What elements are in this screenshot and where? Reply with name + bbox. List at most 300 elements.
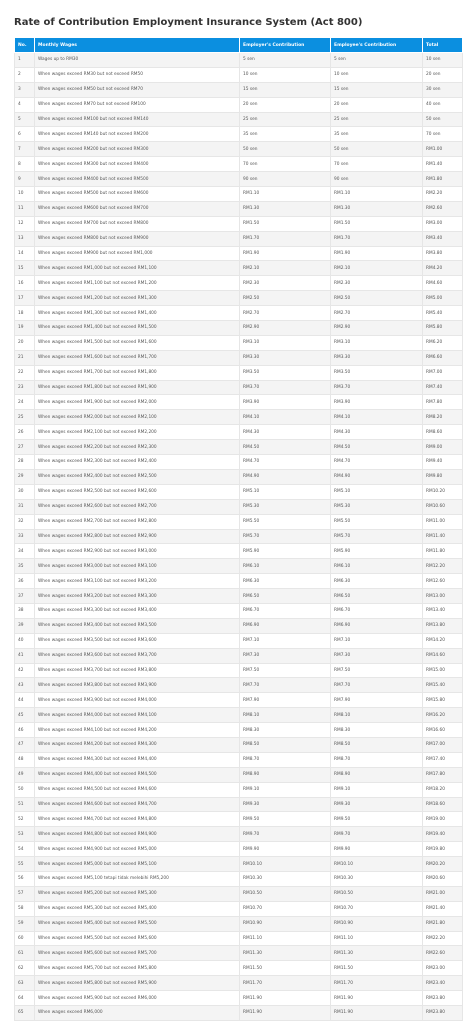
cell-employer-contribution: RM4.70 [240, 455, 331, 470]
cell-no: 7 [15, 142, 35, 157]
cell-employer-contribution: RM1.90 [240, 246, 331, 261]
table-row [15, 767, 463, 782]
cell-monthly-wages: When wages exceed RM2,300 but not exceed RM2,400 [35, 455, 240, 470]
cell-total: RM22.60 [423, 946, 463, 961]
cell-no: 49 [15, 767, 35, 782]
cell-no: 36 [15, 574, 35, 589]
cell-total: RM5.00 [423, 291, 463, 306]
cell-total: RM23.80 [423, 991, 463, 1006]
table-row [15, 693, 463, 708]
cell-employee-contribution: RM3.70 [331, 380, 423, 395]
cell-no: 37 [15, 589, 35, 604]
cell-monthly-wages: When wages exceed RM2,500 but not exceed RM2,600 [35, 484, 240, 499]
cell-employee-contribution: 50 sen [331, 142, 423, 157]
cell-no: 56 [15, 871, 35, 886]
cell-total: RM15.40 [423, 678, 463, 693]
cell-employee-contribution: RM11.50 [331, 961, 423, 976]
cell-monthly-wages: When wages exceed RM5,500 but not exceed RM5,600 [35, 931, 240, 946]
cell-employee-contribution: RM3.90 [331, 395, 423, 410]
cell-employee-contribution: RM10.30 [331, 871, 423, 886]
cell-total: RM3.40 [423, 231, 463, 246]
cell-total: RM20.60 [423, 871, 463, 886]
cell-no: 64 [15, 991, 35, 1006]
cell-total: RM13.40 [423, 603, 463, 618]
cell-monthly-wages: When wages exceed RM3,900 but not exceed RM4,000 [35, 693, 240, 708]
cell-employee-contribution: RM9.30 [331, 797, 423, 812]
cell-no: 3 [15, 82, 35, 97]
cell-employer-contribution: RM4.50 [240, 440, 331, 455]
table-row [15, 827, 463, 842]
cell-employee-contribution: RM1.30 [331, 201, 423, 216]
cell-monthly-wages: When wages exceed RM700 but not exceed RM800 [35, 216, 240, 231]
cell-total: RM23.40 [423, 976, 463, 991]
cell-total: RM7.40 [423, 380, 463, 395]
cell-employee-contribution: RM10.10 [331, 857, 423, 872]
table-row [15, 723, 463, 738]
table-row [15, 603, 463, 618]
cell-total: RM21.00 [423, 886, 463, 901]
cell-no: 9 [15, 172, 35, 187]
cell-employee-contribution: 70 sen [331, 157, 423, 172]
table-row [15, 97, 463, 112]
cell-no: 51 [15, 797, 35, 812]
cell-employer-contribution: RM9.50 [240, 812, 331, 827]
cell-employee-contribution: RM6.70 [331, 603, 423, 618]
cell-employer-contribution: RM3.90 [240, 395, 331, 410]
cell-total: RM1.00 [423, 142, 463, 157]
cell-total: RM10.60 [423, 499, 463, 514]
table-row [15, 648, 463, 663]
cell-employee-contribution: RM5.90 [331, 544, 423, 559]
cell-employer-contribution: RM9.90 [240, 842, 331, 857]
cell-no: 6 [15, 127, 35, 142]
cell-employee-contribution: RM4.10 [331, 410, 423, 425]
cell-monthly-wages: When wages exceed RM3,500 but not exceed RM3,600 [35, 633, 240, 648]
cell-no: 54 [15, 842, 35, 857]
table-row [15, 425, 463, 440]
cell-employer-contribution: RM10.90 [240, 916, 331, 931]
table-row [15, 395, 463, 410]
cell-employee-contribution: RM5.30 [331, 499, 423, 514]
cell-monthly-wages: When wages exceed RM5,000 but not exceed RM5,100 [35, 857, 240, 872]
cell-no: 38 [15, 603, 35, 618]
cell-monthly-wages: When wages exceed RM3,100 but not exceed RM3,200 [35, 574, 240, 589]
table-row [15, 559, 463, 574]
cell-total: RM21.80 [423, 916, 463, 931]
cell-monthly-wages: When wages exceed RM1,200 but not exceed RM1,300 [35, 291, 240, 306]
cell-employee-contribution: RM7.50 [331, 663, 423, 678]
cell-total: RM8.60 [423, 425, 463, 440]
cell-no: 1 [15, 53, 35, 68]
cell-monthly-wages: When wages exceed RM4,900 but not exceed RM5,000 [35, 842, 240, 857]
cell-employer-contribution: RM6.30 [240, 574, 331, 589]
cell-total: RM1.80 [423, 172, 463, 187]
cell-employee-contribution: 90 sen [331, 172, 423, 187]
cell-employee-contribution: RM9.10 [331, 782, 423, 797]
cell-employer-contribution: RM4.10 [240, 410, 331, 425]
cell-employee-contribution: RM11.10 [331, 931, 423, 946]
table-row [15, 246, 463, 261]
cell-no: 12 [15, 216, 35, 231]
table-row [15, 82, 463, 97]
header-total: Total [423, 38, 463, 53]
table-header-row [15, 38, 463, 53]
cell-no: 26 [15, 425, 35, 440]
cell-monthly-wages: When wages exceed RM1,900 but not exceed RM2,000 [35, 395, 240, 410]
cell-no: 39 [15, 618, 35, 633]
table-row [15, 1006, 463, 1021]
cell-monthly-wages: When wages exceed RM5,400 but not exceed RM5,500 [35, 916, 240, 931]
table-row [15, 544, 463, 559]
cell-monthly-wages: When wages exceed RM4,000 but not exceed RM4,100 [35, 708, 240, 723]
cell-employee-contribution: RM10.50 [331, 886, 423, 901]
cell-no: 5 [15, 112, 35, 127]
cell-total: RM19.80 [423, 842, 463, 857]
table-row [15, 306, 463, 321]
table-row [15, 633, 463, 648]
cell-no: 43 [15, 678, 35, 693]
contribution-rate-table [14, 37, 463, 1021]
cell-total: RM2.20 [423, 187, 463, 202]
table-row [15, 380, 463, 395]
cell-employee-contribution: RM8.50 [331, 737, 423, 752]
cell-employee-contribution: RM11.90 [331, 1006, 423, 1021]
cell-total: RM17.40 [423, 752, 463, 767]
cell-employer-contribution: RM11.30 [240, 946, 331, 961]
cell-employer-contribution: RM8.70 [240, 752, 331, 767]
cell-no: 45 [15, 708, 35, 723]
cell-monthly-wages: When wages exceed RM2,000 but not exceed RM2,100 [35, 410, 240, 425]
cell-employee-contribution: 35 sen [331, 127, 423, 142]
cell-employee-contribution: RM3.50 [331, 365, 423, 380]
cell-total: RM15.00 [423, 663, 463, 678]
cell-employer-contribution: RM1.70 [240, 231, 331, 246]
cell-employer-contribution: RM10.30 [240, 871, 331, 886]
cell-employer-contribution: RM8.10 [240, 708, 331, 723]
cell-employer-contribution: 10 sen [240, 67, 331, 82]
cell-employer-contribution: RM6.90 [240, 618, 331, 633]
cell-no: 27 [15, 440, 35, 455]
cell-no: 52 [15, 812, 35, 827]
cell-employee-contribution: RM7.90 [331, 693, 423, 708]
cell-monthly-wages: When wages exceed RM900 but not exceed RM1,000 [35, 246, 240, 261]
cell-monthly-wages: When wages exceed RM200 but not exceed RM300 [35, 142, 240, 157]
cell-employer-contribution: RM11.90 [240, 1006, 331, 1021]
cell-total: RM4.60 [423, 276, 463, 291]
cell-total: RM4.20 [423, 261, 463, 276]
cell-monthly-wages: When wages exceed RM1,400 but not exceed RM1,500 [35, 321, 240, 336]
cell-employer-contribution: RM2.90 [240, 321, 331, 336]
contribution-table-container [14, 37, 462, 1021]
cell-no: 50 [15, 782, 35, 797]
table-row [15, 871, 463, 886]
cell-employee-contribution: RM7.70 [331, 678, 423, 693]
table-row [15, 961, 463, 976]
cell-monthly-wages: When wages exceed RM2,900 but not exceed RM3,000 [35, 544, 240, 559]
cell-no: 53 [15, 827, 35, 842]
cell-employer-contribution: RM8.30 [240, 723, 331, 738]
cell-employer-contribution: RM11.90 [240, 991, 331, 1006]
table-row [15, 127, 463, 142]
cell-monthly-wages: When wages exceed RM1,100 but not exceed RM1,200 [35, 276, 240, 291]
table-row [15, 886, 463, 901]
cell-total: RM16.20 [423, 708, 463, 723]
cell-total: RM19.00 [423, 812, 463, 827]
table-row [15, 812, 463, 827]
cell-no: 58 [15, 901, 35, 916]
table-row [15, 931, 463, 946]
cell-monthly-wages: When wages exceed RM140 but not exceed RM200 [35, 127, 240, 142]
cell-monthly-wages: When wages exceed RM3,000 but not exceed RM3,100 [35, 559, 240, 574]
cell-employer-contribution: RM1.50 [240, 216, 331, 231]
cell-employee-contribution: RM4.90 [331, 469, 423, 484]
cell-monthly-wages: When wages exceed RM3,800 but not exceed RM3,900 [35, 678, 240, 693]
cell-total: 70 sen [423, 127, 463, 142]
cell-monthly-wages: When wages exceed RM2,200 but not exceed RM2,300 [35, 440, 240, 455]
cell-employee-contribution: 25 sen [331, 112, 423, 127]
table-row [15, 142, 463, 157]
table-row [15, 231, 463, 246]
cell-employee-contribution: 15 sen [331, 82, 423, 97]
cell-no: 23 [15, 380, 35, 395]
cell-no: 4 [15, 97, 35, 112]
table-row [15, 499, 463, 514]
table-row [15, 842, 463, 857]
cell-monthly-wages: When wages exceed RM50 but not exceed RM70 [35, 82, 240, 97]
cell-employee-contribution: RM6.90 [331, 618, 423, 633]
cell-no: 24 [15, 395, 35, 410]
cell-employer-contribution: RM6.50 [240, 589, 331, 604]
cell-total: RM6.60 [423, 350, 463, 365]
cell-employer-contribution: RM9.10 [240, 782, 331, 797]
cell-total: RM7.00 [423, 365, 463, 380]
cell-total: RM18.60 [423, 797, 463, 812]
table-row [15, 321, 463, 336]
cell-total: RM20.20 [423, 857, 463, 872]
cell-employer-contribution: RM6.10 [240, 559, 331, 574]
cell-employee-contribution: RM8.70 [331, 752, 423, 767]
cell-total: RM12.20 [423, 559, 463, 574]
cell-no: 16 [15, 276, 35, 291]
cell-total: RM3.80 [423, 246, 463, 261]
cell-no: 42 [15, 663, 35, 678]
cell-monthly-wages: When wages exceed RM5,900 but not exceed RM6,000 [35, 991, 240, 1006]
table-row [15, 67, 463, 82]
cell-employee-contribution: RM8.30 [331, 723, 423, 738]
cell-monthly-wages: When wages exceed RM300 but not exceed RM400 [35, 157, 240, 172]
cell-total: 10 sen [423, 53, 463, 68]
table-row [15, 469, 463, 484]
cell-no: 61 [15, 946, 35, 961]
table-row [15, 172, 463, 187]
cell-total: RM21.40 [423, 901, 463, 916]
cell-employer-contribution: RM3.70 [240, 380, 331, 395]
cell-employee-contribution: RM10.70 [331, 901, 423, 916]
cell-total: RM17.00 [423, 737, 463, 752]
cell-employer-contribution: 25 sen [240, 112, 331, 127]
table-row [15, 187, 463, 202]
cell-employer-contribution: RM11.50 [240, 961, 331, 976]
cell-monthly-wages: When wages exceed RM1,300 but not exceed RM1,400 [35, 306, 240, 321]
cell-total: RM17.80 [423, 767, 463, 782]
cell-employer-contribution: RM5.70 [240, 529, 331, 544]
cell-no: 63 [15, 976, 35, 991]
cell-no: 13 [15, 231, 35, 246]
cell-no: 18 [15, 306, 35, 321]
table-row [15, 350, 463, 365]
cell-employee-contribution: RM2.10 [331, 261, 423, 276]
cell-employee-contribution: RM5.50 [331, 514, 423, 529]
cell-employer-contribution: RM3.10 [240, 335, 331, 350]
table-row [15, 782, 463, 797]
cell-employee-contribution: RM9.90 [331, 842, 423, 857]
cell-monthly-wages: When wages exceed RM4,200 but not exceed RM4,300 [35, 737, 240, 752]
cell-employee-contribution: RM11.70 [331, 976, 423, 991]
cell-employer-contribution: RM11.70 [240, 976, 331, 991]
cell-employee-contribution: RM8.10 [331, 708, 423, 723]
cell-no: 17 [15, 291, 35, 306]
cell-employee-contribution: RM9.70 [331, 827, 423, 842]
cell-employer-contribution: RM5.30 [240, 499, 331, 514]
cell-employer-contribution: RM7.30 [240, 648, 331, 663]
cell-monthly-wages: When wages exceed RM5,700 but not exceed RM5,800 [35, 961, 240, 976]
cell-total: RM2.60 [423, 201, 463, 216]
cell-monthly-wages: When wages exceed RM5,100 tetapi tidak melebihi RM5,200 [35, 871, 240, 886]
cell-monthly-wages: When wages exceed RM1,700 but not exceed RM1,800 [35, 365, 240, 380]
cell-no: 57 [15, 886, 35, 901]
cell-no: 30 [15, 484, 35, 499]
cell-total: RM9.00 [423, 440, 463, 455]
cell-no: 41 [15, 648, 35, 663]
cell-employee-contribution: RM1.50 [331, 216, 423, 231]
table-row [15, 201, 463, 216]
cell-employer-contribution: RM5.90 [240, 544, 331, 559]
cell-employer-contribution: RM10.50 [240, 886, 331, 901]
cell-employer-contribution: 35 sen [240, 127, 331, 142]
header-monthly-wages: Monthly Wages [35, 38, 240, 53]
table-row [15, 901, 463, 916]
cell-monthly-wages: When wages exceed RM5,600 but not exceed RM5,700 [35, 946, 240, 961]
table-row [15, 529, 463, 544]
cell-total: RM14.60 [423, 648, 463, 663]
cell-employer-contribution: RM8.50 [240, 737, 331, 752]
cell-no: 59 [15, 916, 35, 931]
cell-total: RM13.80 [423, 618, 463, 633]
cell-employer-contribution: 15 sen [240, 82, 331, 97]
cell-employee-contribution: RM7.10 [331, 633, 423, 648]
table-row [15, 589, 463, 604]
cell-employee-contribution: RM2.30 [331, 276, 423, 291]
cell-monthly-wages: When wages exceed RM3,400 but not exceed RM3,500 [35, 618, 240, 633]
cell-monthly-wages: When wages exceed RM2,800 but not exceed RM2,900 [35, 529, 240, 544]
cell-employer-contribution: 5 sen [240, 53, 331, 68]
cell-no: 44 [15, 693, 35, 708]
cell-total: RM5.40 [423, 306, 463, 321]
table-row [15, 976, 463, 991]
cell-total: RM5.80 [423, 321, 463, 336]
cell-monthly-wages: When wages exceed RM5,800 but not exceed RM5,900 [35, 976, 240, 991]
cell-no: 55 [15, 857, 35, 872]
cell-employer-contribution: 70 sen [240, 157, 331, 172]
cell-monthly-wages: When wages exceed RM500 but not exceed RM600 [35, 187, 240, 202]
cell-employer-contribution: RM10.10 [240, 857, 331, 872]
table-row [15, 618, 463, 633]
cell-employee-contribution: RM6.50 [331, 589, 423, 604]
cell-total: RM1.40 [423, 157, 463, 172]
cell-no: 46 [15, 723, 35, 738]
cell-no: 35 [15, 559, 35, 574]
table-row [15, 737, 463, 752]
cell-monthly-wages: When wages exceed RM70 but not exceed RM100 [35, 97, 240, 112]
cell-monthly-wages: When wages exceed RM1,600 but not exceed RM1,700 [35, 350, 240, 365]
cell-monthly-wages: When wages exceed RM2,600 but not exceed RM2,700 [35, 499, 240, 514]
cell-total: RM13.00 [423, 589, 463, 604]
cell-employer-contribution: RM8.90 [240, 767, 331, 782]
table-row [15, 797, 463, 812]
cell-monthly-wages: When wages exceed RM2,100 but not exceed RM2,200 [35, 425, 240, 440]
table-row [15, 261, 463, 276]
cell-employer-contribution: RM7.10 [240, 633, 331, 648]
cell-employee-contribution: 20 sen [331, 97, 423, 112]
cell-no: 60 [15, 931, 35, 946]
cell-employer-contribution: RM2.30 [240, 276, 331, 291]
cell-employer-contribution: RM6.70 [240, 603, 331, 618]
cell-no: 31 [15, 499, 35, 514]
cell-no: 15 [15, 261, 35, 276]
cell-monthly-wages: When wages exceed RM4,500 but not exceed RM4,600 [35, 782, 240, 797]
cell-monthly-wages: When wages exceed RM3,700 but not exceed RM3,800 [35, 663, 240, 678]
cell-employer-contribution: RM4.30 [240, 425, 331, 440]
table-row [15, 678, 463, 693]
cell-no: 14 [15, 246, 35, 261]
table-row [15, 752, 463, 767]
cell-employee-contribution: RM2.50 [331, 291, 423, 306]
cell-total: RM11.40 [423, 529, 463, 544]
cell-total: RM18.20 [423, 782, 463, 797]
table-row [15, 157, 463, 172]
cell-total: RM14.20 [423, 633, 463, 648]
cell-monthly-wages: When wages exceed RM3,600 but not exceed RM3,700 [35, 648, 240, 663]
cell-monthly-wages: When wages exceed RM4,800 but not exceed RM4,900 [35, 827, 240, 842]
cell-employer-contribution: 90 sen [240, 172, 331, 187]
cell-employer-contribution: RM10.70 [240, 901, 331, 916]
cell-total: RM10.20 [423, 484, 463, 499]
cell-total: RM15.80 [423, 693, 463, 708]
cell-monthly-wages: When wages exceed RM2,700 but not exceed RM2,800 [35, 514, 240, 529]
cell-total: RM19.40 [423, 827, 463, 842]
cell-total: RM11.00 [423, 514, 463, 529]
page-title: Rate of Contribution Employment Insurance System (Act 800) [14, 17, 363, 28]
cell-employer-contribution: RM7.50 [240, 663, 331, 678]
cell-employer-contribution: RM2.10 [240, 261, 331, 276]
cell-no: 21 [15, 350, 35, 365]
table-row [15, 916, 463, 931]
cell-employer-contribution: RM7.90 [240, 693, 331, 708]
cell-no: 48 [15, 752, 35, 767]
table-row [15, 291, 463, 306]
table-row [15, 514, 463, 529]
cell-total: RM23.00 [423, 961, 463, 976]
cell-no: 33 [15, 529, 35, 544]
table-row [15, 946, 463, 961]
cell-monthly-wages: When wages exceed RM4,600 but not exceed RM4,700 [35, 797, 240, 812]
cell-no: 25 [15, 410, 35, 425]
cell-monthly-wages: When wages exceed RM3,300 but not exceed RM3,400 [35, 603, 240, 618]
cell-employee-contribution: RM5.70 [331, 529, 423, 544]
cell-employer-contribution: RM3.50 [240, 365, 331, 380]
cell-employer-contribution: RM5.50 [240, 514, 331, 529]
cell-employer-contribution: 50 sen [240, 142, 331, 157]
